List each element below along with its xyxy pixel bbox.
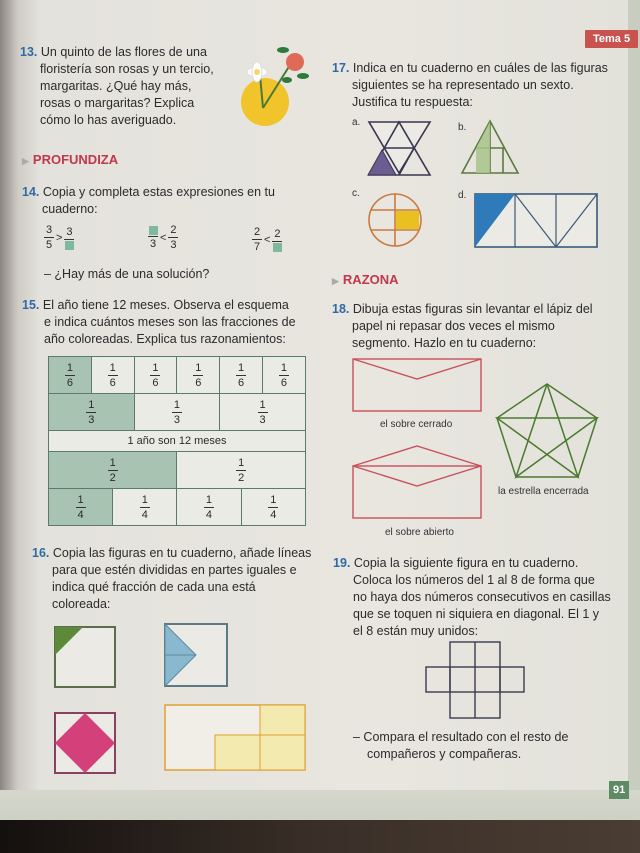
page-number: 91: [609, 781, 629, 799]
question-text: – ¿Hay más de una solución?: [44, 267, 210, 281]
caption-closed-envelope: el sobre cerrado: [380, 419, 453, 430]
flowers-illustration: [235, 40, 315, 132]
text-line: Dibuja estas figuras sin levantar el lápiz del: [352, 302, 593, 316]
thirds-row: $\frac{1}{3}$ $\frac{1}{3}$ $\frac{1}{3}$: [49, 394, 306, 431]
background-surface: [0, 820, 640, 853]
text-line: Copia y completa estas expresiones en tu: [42, 185, 275, 199]
problem-number: 14.: [22, 185, 40, 199]
section-title: PROFUNDIZA: [32, 152, 119, 167]
problem-number: 13.: [20, 45, 38, 59]
number-grid-figure: [424, 640, 526, 722]
text-line: Copia la siguiente figura en tu cuaderno.: [353, 556, 579, 570]
problem-16: [32, 545, 322, 613]
text-line: e indica cuántos meses son las fracciones de: [44, 315, 296, 329]
text-line: El año tiene 12 meses. Observa el esquema: [42, 298, 289, 312]
figure-label-d: d.: [458, 190, 467, 201]
halves-row: $\frac{1}{2}$ $\frac{1}{2}$: [49, 452, 306, 489]
problem-17: [332, 60, 632, 111]
figure-label-b: b.: [458, 122, 467, 133]
tema-badge: Tema 5: [585, 30, 638, 48]
text-line: para que estén divididas en partes iguales e: [52, 563, 297, 577]
problem-15: [22, 297, 322, 348]
text-line: el 8 están muy unidos:: [353, 624, 479, 638]
text-line: Justifica tu respuesta:: [352, 95, 473, 109]
quarters-row: $\frac{1}{4}$ $\frac{1}{4}$ $\frac{1}{4}$ $\frac{1}{4}$: [49, 489, 306, 526]
problem-13: [20, 44, 250, 129]
section-profundiza: [22, 152, 118, 167]
problem-number: 17.: [332, 61, 350, 75]
problem-16-figures: [40, 615, 320, 780]
blank-square: [149, 226, 158, 235]
blank-square: [65, 241, 74, 250]
text-line: cuaderno:: [42, 202, 98, 216]
figure-label-c: c.: [352, 188, 360, 199]
page-edge: [628, 0, 640, 800]
section-razona: [332, 272, 399, 287]
text-line: segmento. Hazlo en tu cuaderno:: [352, 336, 537, 350]
text-line: cómo lo has averiguado.: [40, 113, 177, 127]
year-fractions-table: [48, 356, 306, 526]
text-line: papel ni repasar dos veces el mismo: [352, 319, 555, 333]
text-line: siguientes se ha representado un sexto.: [352, 78, 574, 92]
expression-2: 3 < $\frac{2}{3}$: [149, 224, 177, 251]
text-line: compañeros y compañeras.: [367, 747, 522, 761]
problem-number: 19.: [333, 556, 351, 570]
text-line: – Compara el resultado con el resto de: [353, 730, 569, 744]
problem-14: [22, 184, 312, 218]
text-line: que se toquen ni siquiera en diagonal. El 1 y: [353, 607, 600, 621]
problem-18: [332, 301, 632, 352]
figure-label-a: a.: [352, 117, 361, 128]
text-line: Coloca los números del 1 al 8 de forma que: [353, 573, 595, 587]
expression-3: $\frac{2}{7}$ < 2: [253, 226, 281, 253]
problem-17-figures: [360, 115, 610, 250]
blank-square: [273, 243, 282, 252]
problem-19-followup: [353, 729, 613, 763]
section-title: RAZONA: [342, 272, 399, 287]
text-line: margaritas. ¿Qué hay más,: [40, 79, 192, 93]
problem-number: 15.: [22, 298, 40, 312]
expression-1: $\frac{3}{5}$ > 3: [45, 224, 73, 251]
text-line: floristería son rosas y un tercio,: [40, 62, 214, 76]
caption-enclosed-star: la estrella encerrada: [498, 486, 589, 497]
caption-open-envelope: el sobre abierto: [385, 527, 454, 538]
text-line: coloreada:: [52, 597, 111, 611]
text-line: año coloreadas. Explica tus razonamientos:: [44, 332, 286, 346]
text-line: indica qué fracción de cada una está: [52, 580, 256, 594]
sixths-row: $\frac{1}{6}$ $\frac{1}{6}$ $\frac{1}{6}$ $\frac{1}{6}$ $\frac{1}{6}$ $\frac{1}{6}$: [49, 357, 306, 394]
caption-row: 1 año son 12 meses: [49, 431, 306, 452]
text-line: Indica en tu cuaderno en cuáles de las figuras: [352, 61, 608, 75]
problem-19: [333, 555, 633, 640]
text-line: rosas o margaritas? Explica: [40, 96, 195, 110]
triangle-right-icon: ▶: [332, 276, 339, 286]
triangle-right-icon: ▶: [22, 156, 29, 166]
text-line: Copia las figuras en tu cuaderno, añade líneas: [52, 546, 312, 560]
problem-number: 18.: [332, 302, 350, 316]
text-line: no haya dos números consecutivos en casillas: [353, 590, 611, 604]
text-line: Un quinto de las flores de una: [40, 45, 207, 59]
problem-number: 16.: [32, 546, 50, 560]
problem-18-figures: [350, 355, 610, 525]
